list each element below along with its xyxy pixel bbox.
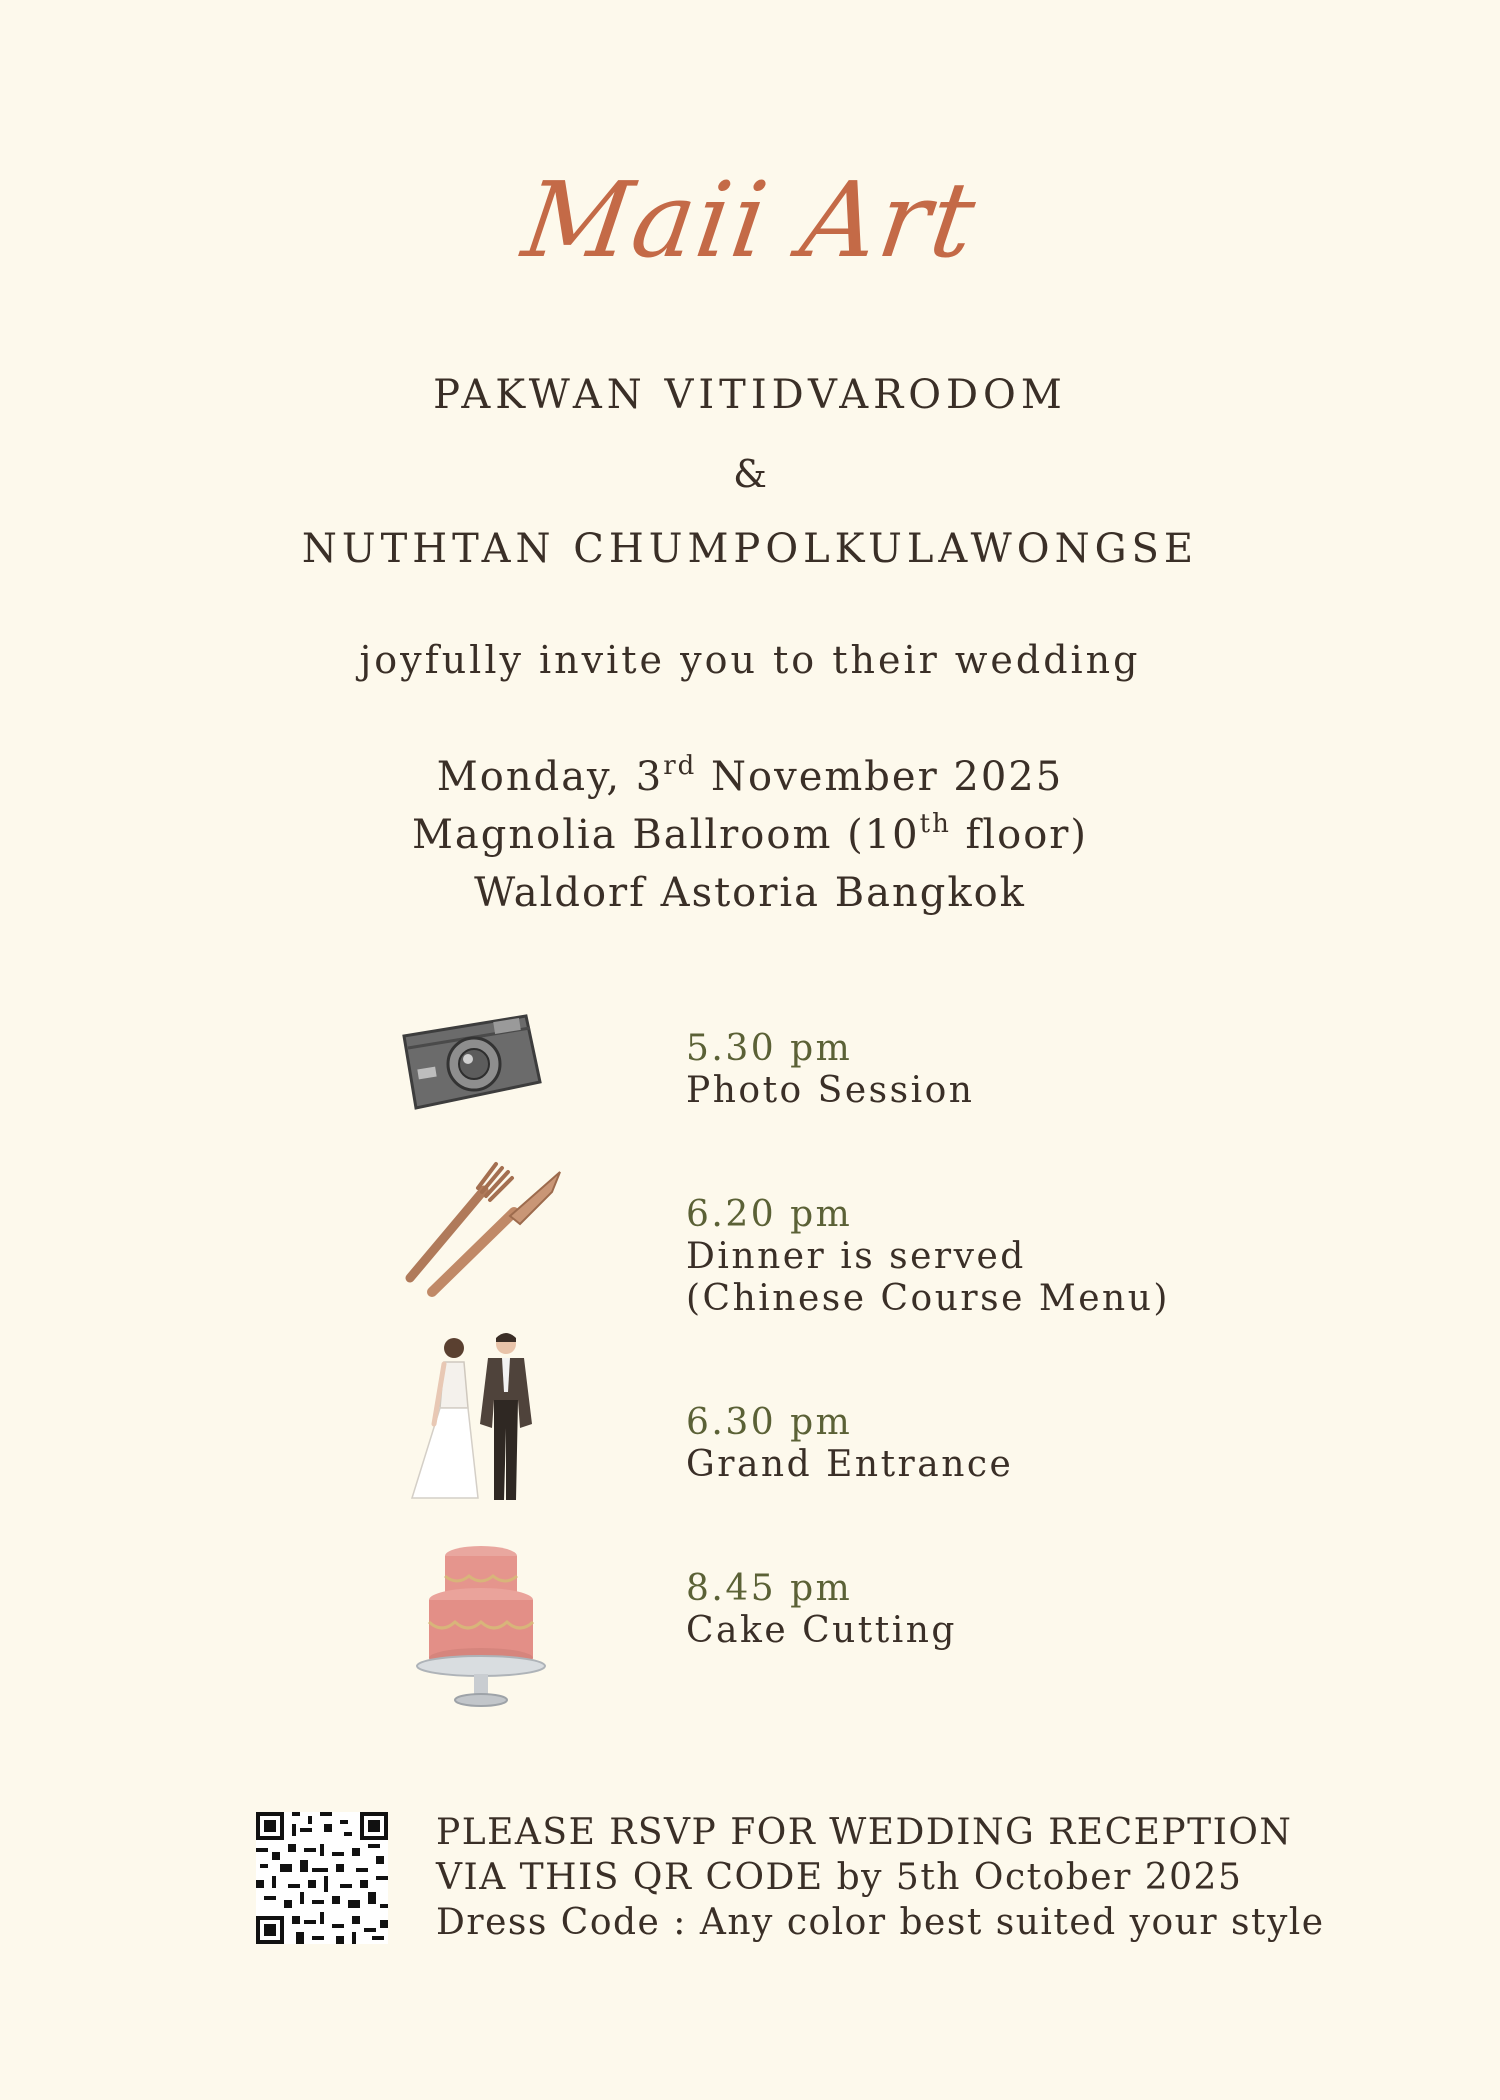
rsvp-qr-code[interactable] <box>256 1812 388 1944</box>
event-details <box>0 748 1500 922</box>
schedule-desc: Grand Entrance <box>686 1444 1014 1485</box>
schedule-desc: Cake Cutting <box>686 1610 957 1651</box>
rsvp-line-2: VIA THIS QR CODE by 5th October 2025 <box>436 1857 1243 1898</box>
schedule-desc: Dinner is served <box>686 1236 1026 1277</box>
rsvp-line-1: PLEASE RSVP FOR WEDDING RECEPTION <box>436 1812 1293 1853</box>
fork-knife-icon <box>402 1150 564 1300</box>
invite-line: joyfully invite you to their wedding <box>359 638 1141 682</box>
schedule-item-cake <box>686 1568 957 1652</box>
schedule-time: 5.30 pm <box>686 1028 853 1069</box>
event-date: Monday, 3rd November 2025 <box>436 750 1064 800</box>
schedule-item-dinner <box>686 1194 1170 1320</box>
ampersand: & <box>733 452 767 496</box>
schedule-desc-note: (Chinese Course Menu) <box>686 1278 1170 1319</box>
schedule-time: 6.20 pm <box>686 1194 853 1235</box>
cake-icon <box>412 1536 550 1718</box>
groom-name: NUTHTAN CHUMPOLKULAWONGSE <box>301 526 1199 572</box>
couple-icon <box>408 1328 552 1512</box>
camera-icon <box>398 1008 546 1118</box>
rsvp-info <box>436 1810 1325 1945</box>
maii-art-logo <box>430 150 1070 290</box>
logo-text: Maii Art <box>516 159 984 281</box>
dress-code: Dress Code : Any color best suited your style <box>436 1902 1325 1943</box>
bride-name: PAKWAN VITIDVARODOM <box>433 372 1067 418</box>
schedule-item-entrance <box>686 1402 1013 1486</box>
event-hotel: Waldorf Astoria Bangkok <box>474 870 1026 916</box>
schedule-desc: Photo Session <box>686 1070 975 1111</box>
schedule-item-photo <box>686 1028 974 1112</box>
event-venue: Magnolia Ballroom (10th floor) <box>411 808 1089 858</box>
schedule-time: 8.45 pm <box>686 1568 853 1609</box>
schedule-time: 6.30 pm <box>686 1402 853 1443</box>
